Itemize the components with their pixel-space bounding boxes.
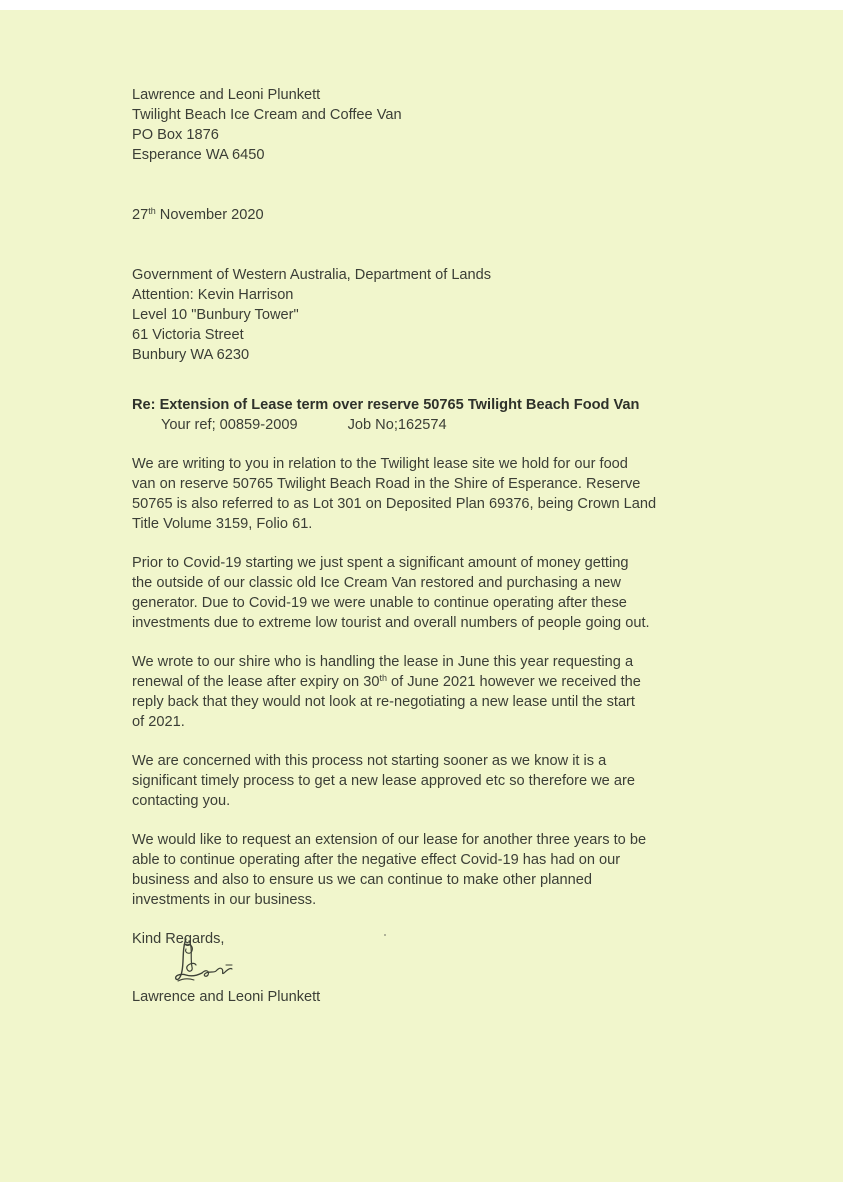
expiry-text-end: of June 2021 however we received the [386, 674, 641, 690]
recipient-attention: Attention: Kevin Harrison [132, 287, 294, 303]
recipient-city: Bunbury WA 6230 [132, 347, 250, 363]
paragraph-line: We wrote to our shire who is handling the lease in June this year requesting a [132, 654, 634, 670]
paragraph-line: We are concerned with this process not starting sooner as we know it is a [132, 753, 607, 769]
date-day: 27 [132, 207, 149, 223]
recipient-street: 61 Victoria Street [132, 327, 244, 343]
paragraph-line: generator. Due to Covid-19 we were unable to continue operating after these [132, 595, 627, 611]
paragraph-line: investments in our business. [132, 892, 317, 908]
your-reference: Your ref; 00859-2009 [161, 417, 298, 433]
letter-paper [0, 10, 843, 1182]
expiry-day-suffix: th [379, 673, 387, 683]
signature [132, 949, 742, 987]
paragraph-lease-site [132, 454, 742, 534]
paragraph-line: contacting you. [132, 793, 231, 809]
paragraph-line: 50765 is also referred to as Lot 301 on Deposited Plan 69376, being Crown Land [132, 496, 657, 512]
letter-date [132, 205, 742, 225]
subject-block [132, 395, 742, 435]
paragraph-line: of 2021. [132, 714, 185, 730]
subject-title: Re: Extension of Lease term over reserve 50765 Twilight Beach Food Van [132, 397, 640, 413]
date-suffix: th [148, 206, 156, 216]
paragraph-line: reply back that they would not look at re-negotiating a new lease until the start [132, 694, 635, 710]
paragraph-line: investments due to extreme low tourist and overall numbers of people going out. [132, 615, 650, 631]
paragraph-line: Title Volume 3159, Folio 61. [132, 516, 313, 532]
paragraph-line: van on reserve 50765 Twilight Beach Road in the Shire of Esperance. Reserve [132, 476, 641, 492]
paragraph-shire-request [132, 652, 742, 732]
job-number: Job No;162574 [347, 417, 447, 433]
subject-references [132, 415, 742, 435]
recipient-address [132, 265, 742, 365]
paragraph-line: significant timely process to get a new lease approved etc so therefore we are [132, 773, 635, 789]
expiry-text-start: renewal of the lease after expiry on 30 [132, 674, 380, 690]
paragraph-covid-impact [132, 553, 742, 633]
closing-name: Lawrence and Leoni Plunkett [132, 989, 321, 1005]
paragraph-extension-request [132, 830, 742, 910]
letter-body [132, 85, 742, 1007]
recipient-organization: Government of Western Australia, Department of Lands [132, 267, 492, 283]
sender-city: Esperance WA 6450 [132, 147, 265, 163]
paragraph-line [132, 672, 742, 692]
paragraph-line: able to continue operating after the negative effect Covid-19 has had on our [132, 852, 621, 868]
recipient-level: Level 10 "Bunbury Tower" [132, 307, 299, 323]
paragraph-line: We would like to request an extension of our lease for another three years to be [132, 832, 647, 848]
paragraph-line: business and also to ensure us we can continue to make other planned [132, 872, 593, 888]
paragraph-line: We are writing to you in relation to the Twilight lease site we hold for our food [132, 456, 628, 472]
date-rest: November 2020 [155, 207, 264, 223]
closing-block [132, 929, 742, 1007]
sender-name: Lawrence and Leoni Plunkett [132, 87, 321, 103]
signature-scribble-icon [172, 935, 252, 987]
paragraph-line: Prior to Covid-19 starting we just spent a significant amount of money getting [132, 555, 629, 571]
paragraph-concern [132, 751, 742, 811]
paragraph-line: the outside of our classic old Ice Cream Van restored and purchasing a new [132, 575, 621, 591]
sender-address [132, 85, 742, 165]
sender-po-box: PO Box 1876 [132, 127, 219, 143]
sender-business: Twilight Beach Ice Cream and Coffee Van [132, 107, 402, 123]
closing-salutation: Kind Regards, [132, 931, 225, 947]
